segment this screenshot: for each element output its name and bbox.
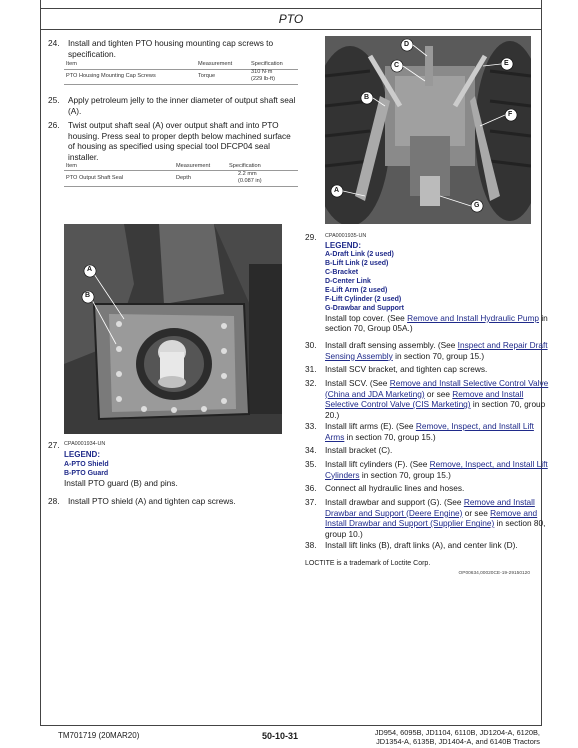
pto-shield-illustration <box>64 224 282 434</box>
manual-id: TM701719 (20MAR20) <box>58 731 140 740</box>
spec-rule <box>64 186 298 187</box>
step-number: 34. <box>305 445 317 455</box>
spec-rule <box>64 170 298 171</box>
callout-e: E <box>504 60 509 67</box>
hitch-assembly-photo <box>325 36 531 224</box>
callout-b: B <box>364 94 370 101</box>
callout-g: G <box>474 202 480 209</box>
cross-ref-link[interactable]: (China and JDA Marketing) <box>325 388 425 399</box>
step-text: Install lift links (B), draft links (A), and center link (D). <box>325 540 518 550</box>
legend-item: E-Lift Arm (2 used) <box>325 287 388 294</box>
step-text: in section 70, group 15.) <box>395 350 485 361</box>
step-text-line: Install top cover. (See <box>325 313 405 323</box>
callout-c: C <box>394 62 400 69</box>
model-list-line: JD1354-A, 6135B, JD1404-A, and 6140B Tractors <box>376 737 540 746</box>
step-text: in section 70, group <box>472 399 546 410</box>
cross-ref-link[interactable]: Remove, Inspect, and Install Lift <box>415 421 534 431</box>
spec-header-specification: Specification <box>229 163 261 169</box>
step-number: 35. <box>305 459 317 469</box>
step-number: 32. <box>305 378 317 388</box>
legend-item: B-Lift Link (2 used) <box>325 260 389 267</box>
spec-header-measurement: Measurement <box>198 61 233 67</box>
step-text: or see <box>464 507 488 518</box>
section-title: PTO <box>278 12 304 26</box>
legend-item: A-Draft Link (2 used) <box>325 251 394 258</box>
cross-ref-link[interactable]: Cylinders <box>325 469 360 480</box>
spec-value-imperial: (229 lb-ft) <box>251 76 275 82</box>
cross-ref-link[interactable]: Remove and Install Hydraulic Pump <box>407 313 539 323</box>
spec-measurement: Depth <box>176 175 191 181</box>
step-29-text <box>325 313 548 324</box>
callout-a: A <box>87 266 93 273</box>
spec-header-item: Item <box>66 163 77 169</box>
spec-rule <box>64 84 298 85</box>
legend-item: A-PTO Shield <box>64 461 109 468</box>
step-text-line: Install PTO shield (A) and tighten cap screws. <box>68 496 236 506</box>
spec-value: 2.2 mm <box>238 171 257 177</box>
cross-ref-link[interactable]: Install Drawbar and Support (Supplier Engine) <box>325 518 495 529</box>
page-number: 50-10-31 <box>262 731 299 741</box>
cross-ref-link[interactable]: Sensing Assembly <box>325 350 393 361</box>
step-number: 31. <box>305 364 317 374</box>
step-number: 27. <box>48 440 60 450</box>
step-text: in section 70, group 15.) <box>361 469 451 480</box>
page-border-right <box>541 0 542 725</box>
step-number: 33. <box>305 421 317 431</box>
model-list-line: JD954, 6095B, JD1104, 6110B, JD1204-A, 6120B, <box>374 728 540 737</box>
pto-shield-photo <box>64 224 282 434</box>
spec-item: PTO Output Shaft Seal <box>66 175 124 181</box>
step-text: group 10.) <box>325 528 363 539</box>
cross-ref-link[interactable]: Inspect and Repair Draft <box>457 340 548 350</box>
legend-title: LEGEND: <box>64 450 100 459</box>
step-text: Install SCV. (See <box>325 378 388 388</box>
step-text: Install bracket (C). <box>325 445 393 455</box>
trademark-note: LOCTITE is a trademark of Loctite Corp. <box>305 560 431 567</box>
legend-item: D-Center Link <box>325 278 371 285</box>
spec-header-measurement: Measurement <box>176 163 211 169</box>
section-header <box>40 8 542 30</box>
step-text-line: housing. Press seal to proper depth below machined surface <box>68 130 291 141</box>
step-text: or see <box>426 388 450 399</box>
cross-ref-link[interactable]: Selective Control Valve (CIS Marketing) <box>325 399 471 410</box>
legend-item: G-Drawbar and Support <box>325 305 404 312</box>
cross-ref-link[interactable]: Remove and Install Selective Control Valve <box>389 378 549 388</box>
step-text-line: (A). <box>68 105 82 116</box>
callout-d: D <box>404 41 410 48</box>
figure-id: CPA0001935-UN <box>325 233 367 239</box>
step-text: in section 80, <box>496 518 546 529</box>
step-text-line: in <box>541 313 548 323</box>
legend-title: LEGEND: <box>325 241 361 250</box>
step-text-line: of housing as specified using special tool DFCP04 seal <box>68 141 271 152</box>
cross-ref-link[interactable]: Remove, Inspect, and Install Lift <box>429 459 548 469</box>
step-number: 24. <box>48 38 60 48</box>
step-text-line: Install PTO guard (B) and pins. <box>64 478 178 488</box>
step-text: Install drawbar and support (G). (See <box>325 497 462 507</box>
spec-measurement: Torque <box>198 73 216 79</box>
step-text: Install draft sensing assembly. (See <box>325 340 456 350</box>
spec-item: PTO Housing Mounting Cap Screws <box>66 73 156 79</box>
step-number: 36. <box>305 483 317 493</box>
legend-item: F-Lift Cylinder (2 used) <box>325 296 402 303</box>
step-text: Install lift arms (E). (See <box>325 421 414 431</box>
step-27-text <box>64 478 178 489</box>
cross-ref-link[interactable]: Arms <box>325 431 345 442</box>
spec-header-item: Item <box>66 61 77 67</box>
step-number: 38. <box>305 540 317 550</box>
step-text-line: Apply petroleum jelly to the inner diameter of output shaft seal <box>68 95 296 105</box>
spec-value-imperial: (0.087 in) <box>238 178 262 184</box>
step-text: in section 70, group 15.) <box>346 431 436 442</box>
step-number: 30. <box>305 340 317 350</box>
step-text: Connect all hydraulic lines and hoses. <box>325 483 465 493</box>
figure-id: CPA0001934-UN <box>64 441 106 447</box>
step-text-line: section 70, Group 05A.) <box>325 323 413 333</box>
step-text-line: Install and tighten PTO housing mounting cap screws to <box>68 38 274 48</box>
spec-header-specification: Specification <box>251 61 283 67</box>
step-text: Install lift cylinders (F). (See <box>325 459 428 469</box>
step-number: 26. <box>48 120 60 130</box>
step-29-text <box>325 323 413 334</box>
step-number: 25. <box>48 95 60 105</box>
step-text-line: installer. <box>68 151 99 162</box>
legend-item: B-PTO Guard <box>64 470 109 477</box>
step-text-line: Twist output shaft seal (A) over output shaft and into PTO <box>68 120 279 130</box>
callout-a: A <box>334 187 340 194</box>
legend-item: C-Bracket <box>325 269 359 276</box>
hitch-illustration <box>325 36 531 224</box>
cross-ref-link[interactable]: Remove and Install <box>452 388 524 399</box>
step-text: 20.) <box>325 409 340 420</box>
spec-value: 310 N·m <box>251 69 273 75</box>
callout-b: B <box>85 292 91 299</box>
step-number: 29. <box>305 232 317 242</box>
step-text: Install SCV bracket, and tighten cap screws. <box>325 364 488 374</box>
cross-ref-link[interactable]: Remove and Install <box>463 497 535 507</box>
page-border-left <box>40 0 41 725</box>
model-list <box>352 728 540 746</box>
step-text-line: specification. <box>68 48 116 59</box>
callout-f: F <box>508 111 513 118</box>
step-number: 37. <box>305 497 317 507</box>
footer-rule <box>40 725 542 726</box>
reference-code: OP00634,00020CE-19-29150120 <box>458 571 530 576</box>
cross-ref-link[interactable]: Remove and <box>490 507 538 518</box>
step-number: 28. <box>48 496 60 506</box>
cross-ref-link[interactable]: Drawbar and Support (Deere Engine) <box>325 507 463 518</box>
